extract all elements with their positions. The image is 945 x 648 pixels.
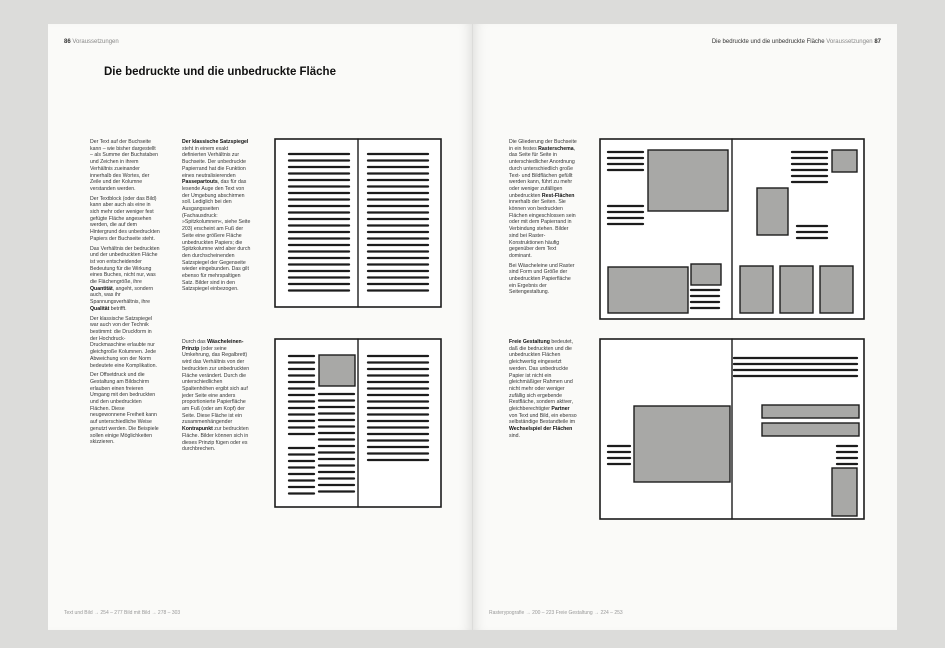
page-title: Die bedruckte und die unbedruckte Fläche (104, 66, 336, 78)
free-spread-illustration (599, 338, 865, 520)
paragraph: Bei Wäscheleine und Raster sind Form und Größe der unbedruckten Papierfläche ein Ergebnis der Seitengestaltung. (509, 262, 575, 296)
paragraph: Der Text auf der Buchseite kann – wie bisher dargestellt – als Summe der Buchstaben und Zeichen in ihrem Verhältnis zueinander innerhalb des Wortes, der Zeile und der Kolumne verstanden werden. (90, 139, 159, 192)
paragraph: Der klassische Satzspiegel war auch von der Technik bestimmt: die Druckform in der Hochdruck-Druckmaschine erlaubte nur gleichgroße Kolumnen. Jede Abweichung von der Norm bedeutete eine Komplikation. (90, 315, 157, 369)
right-page (473, 24, 897, 630)
classic-spread-illustration (274, 138, 442, 308)
right-page-section: Voraussetzungen (826, 39, 873, 45)
right-page-header-title: Die bedruckte und die unbedruckte Fläche (711, 39, 825, 45)
intro-column (90, 139, 160, 449)
left-page (48, 24, 472, 630)
free-design-text: Freie Gestaltung bedeutet, daß die bedruckten und die unbedruckten Flächen gleichwertig eingesetzt werden. Das unbedruckte Papier ist nicht ein gleichmäßiger Rahmen und nicht mehr oder weniger zufällig sich ergebende Restfläche, sondern aktiver, gleichberechtigter Partner von Text und Bild, ein ebenso selbständige Bestandteile im Wechselspiel der Flächen sind. (509, 339, 577, 439)
paragraph: Das Verhältnis der bedruckten und der unbedruckten Fläche ist von entscheidender Bedeutung für die Wirkung eines Buches, nicht nur, was die Flächengröße, ihre Quantität, angeht, sondern auch, was ihr Spannungsverhältnis, ihre Qualität betrifft. (90, 245, 160, 312)
classic-layout-text: Der klassische Satzspiegel steht in einem exakt definierten Verhältnis zur Buchseite. Der unbedruckte Papierrand hat die Funktion eines neutralisierenden Passepartouts, das für das lesende Auge den Text von der Umgebung abschirmen soll. Lediglich bei den Ausgangsseiten (Fachausdruck: »Spitzkolumnen«, siehe Seite 203) erscheint am Fuß der Seite eine größere Fläche unbedruckten Papiers; die Spitzkolumne wird aber durch den durchscheinenden Satzspiegel der Gegenseite wieder eingebunden. Das gilt ebenso für mehrspaltigen Satz. Bilder sind in den Satzspiegel einbezogen. (182, 139, 251, 293)
clothesline-spread-illustration (274, 338, 442, 508)
paragraph: Der Offsetdruck und die Gestaltung am Bildschirm erlauben einen freieren Umgang mit den bedruckten und den unbedruckten Flächen. Diese neugewonnene Freiheit kann auf unterschiedliche Weise genutzt werden. Die Beispiele sollen einige Möglichkeiten skizzieren. (90, 372, 159, 446)
left-page-header (64, 39, 119, 45)
left-page-number: 86 (64, 39, 71, 45)
paragraph: Der Textblock (oder das Bild) kann aber auch als eine in sich mehr oder weniger fest gefügte Fläche angesehen werden, die auf dem Hintergrund des unbedruckten Papiers der Buchseite steht. (90, 195, 160, 242)
grid-layout-text: Die Gliederung der Buchseite in ein festes Rasterschema, das Seite für Seite in unterschiedlicher Anordnung durch unterschiedlich große Text- und Bildflächen gefüllt werden kann, führt zu mehr oder weniger zufälligen unbedruckten Rest-Flächen innerhalb der Seiten. Sie können von bedruckten Flächen eingeschlossen sein oder mit dem Papierrand in Verbindung stehen. Bilder sind bei Raster-Konstruktionen häufig gegenüber dem Text dominant. Bei Wäscheleine und Raster sind Form und Größe der unbedruckten Papierfläche ein Ergebnis der Seitengestaltung. (509, 139, 579, 299)
right-page-footer: Rasterypografie → 200 – 223 Freie Gestaltung → 224 – 253 (489, 610, 623, 616)
clothesline-text: Durch das Wäscheleinen-Prinzip (oder seine Umkehrung, das Regalbrett) wird das Verhältnis von der bedruckten zur unbedruckten Fläche verändert. Durch die unterschiedlichen Spaltenhöhen ergibt sich auf jeder Seite eine anders proportionierte Papierfläche am Fuß (oder am Kopf) der Seite. Diese Fläche ist ein zusammenhängender Kontrapunkt zur bedruckten Fläche. Bilder können sich in dieses Prinzip fügen oder es durchbrechen. (182, 339, 250, 453)
right-page-header (712, 39, 881, 45)
left-page-footer: Text und Bild → 254 – 277 Bild mit Bild → 278 – 303 (64, 610, 181, 616)
right-page-number: 87 (874, 39, 881, 45)
left-page-section: Voraussetzungen (72, 39, 119, 45)
grid-spread-illustration (599, 138, 865, 320)
